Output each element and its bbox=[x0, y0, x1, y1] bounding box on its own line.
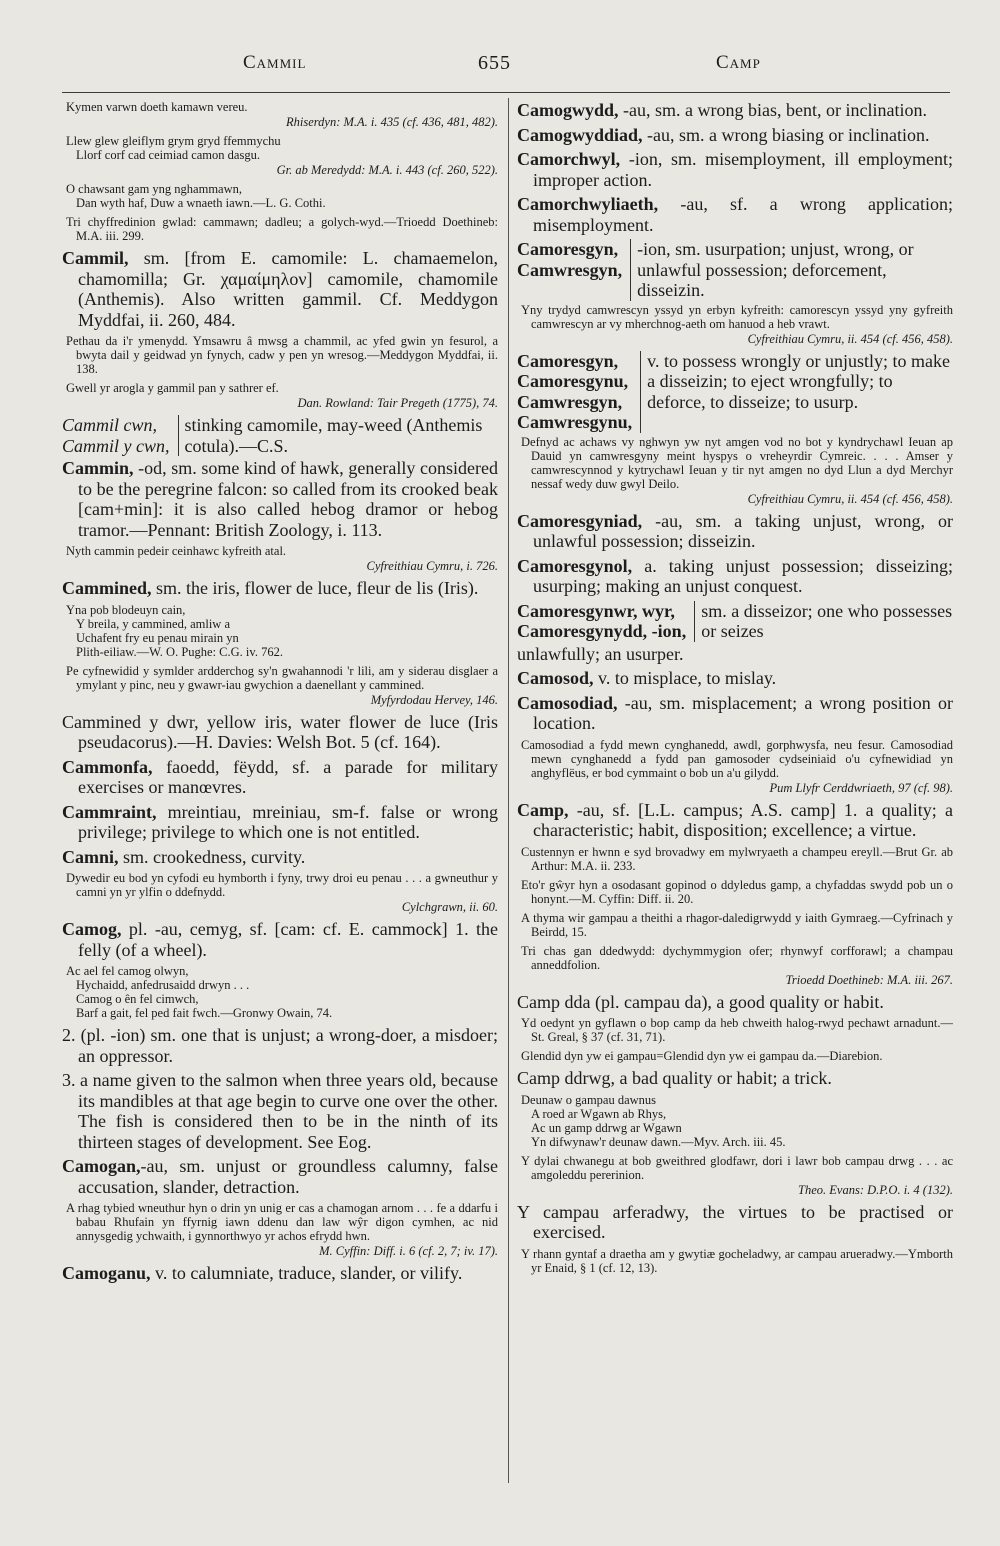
dictionary-entry bbox=[517, 644, 953, 665]
headword: Camni, bbox=[62, 846, 119, 867]
quotation: Yny trydyd camwrescyn yssyd yn erbyn kyfreith: camorescyn yssyd yny gyfreith camwrescyn ar vy mherchnog-aeth om hanuod a heb vrawt. bbox=[521, 302, 953, 331]
definition: Cammined y dwr, yellow iris, water flower de luce (Iris pseudacorus).—H. Davies: Welsh Bot. 5 (cf. 164). bbox=[62, 711, 498, 752]
quotation: Custennyn er hwnn e syd brovadwy em mylwryaeth a champeu ereyll.—Brut Gr. ab Arthur: M.A. ii. 233. bbox=[521, 844, 953, 873]
headword: Camoresgynol, bbox=[517, 555, 633, 576]
headword: Cammined, bbox=[62, 578, 152, 598]
definition: faoedd, fëydd, sf. a parade for military exercises or manœvres. bbox=[78, 756, 498, 797]
headword-group: Camoresgyn, Camwresgyn, bbox=[517, 239, 631, 301]
quotation: Glendid dyn yw ei gampau=Glendid dyn yw ei gampau da.—Diarebion. bbox=[521, 1049, 883, 1063]
definition: -au, sm. misplacement; a wrong position or location. bbox=[533, 692, 953, 733]
definition: Camp dda (pl. campau da), a good quality or habit. bbox=[517, 991, 884, 1012]
dictionary-entry bbox=[517, 511, 953, 552]
citation: M. Cyffin: Diff. i. 6 (cf. 2, 7; iv. 17). bbox=[319, 1244, 498, 1258]
dictionary-entry bbox=[517, 125, 953, 146]
definition: -au, sm. a wrong biasing or inclination. bbox=[642, 124, 930, 145]
running-head-right: Camp bbox=[716, 52, 761, 73]
dictionary-entry bbox=[62, 1025, 498, 1066]
quotation: Llew glew gleiflym grym gryd ffemmychu Llorf corf cad ceimiad camon dasgu. bbox=[66, 134, 281, 162]
dictionary-entry bbox=[517, 668, 953, 689]
dictionary-entry bbox=[517, 1068, 953, 1089]
quotation: Kymen varwn doeth kamawn vereu. bbox=[66, 100, 248, 114]
definition: stinking camomile, may-weed (Anthemis cotula).—C.S. bbox=[184, 415, 483, 456]
definition: unlawfully; an usurper. bbox=[517, 643, 684, 664]
citation: Gr. ab Meredydd: M.A. i. 443 (cf. 260, 522). bbox=[276, 163, 498, 177]
dictionary-entry bbox=[62, 919, 498, 960]
definition: -au, sf. [L.L. campus; A.S. camp] 1. a quality; a characteristic; habit, disposition; excellence; a virtue. bbox=[533, 799, 953, 840]
quotation: Gwell yr arogla y gammil pan y sathrer ef. bbox=[66, 381, 279, 395]
dictionary-entry bbox=[517, 800, 953, 841]
citation: Cylchgrawn, ii. 60. bbox=[401, 900, 498, 914]
citation: Trioedd Doethineb: M.A. iii. 267. bbox=[785, 972, 953, 987]
citation: Dan. Rowland: Tair Pregeth (1775), 74. bbox=[297, 396, 498, 410]
citation: Cyfreithiau Cymru, ii. 454 (cf. 456, 458). bbox=[747, 331, 953, 346]
dictionary-entry bbox=[62, 1263, 498, 1284]
definition: v. to calumniate, traduce, slander, or vilify. bbox=[150, 1263, 463, 1283]
definition: -au, sm. a taking unjust, wrong, or unlawful possession; disseizin. bbox=[533, 510, 953, 551]
definition: mreintiau, mreiniau, sm-f. false or wrong privilege; privilege to which one is not entitled. bbox=[78, 801, 498, 842]
page-number: 655 bbox=[478, 52, 511, 74]
quotation: Y rhann gyntaf a draetha am y gwytiæ gocheladwy, ar campau arueradwy.—Ymborth yr Enaid, § 1 (cf. 12, 13). bbox=[521, 1246, 953, 1275]
dictionary-entry bbox=[62, 248, 498, 330]
bracketed-entry bbox=[62, 415, 498, 456]
definition: Camp ddrwg, a bad quality or habit; a trick. bbox=[517, 1068, 832, 1088]
dictionary-entry bbox=[62, 1156, 498, 1197]
definition: sm. [from E. camomile: L. chamaemelon, chamomilla; Gr. χαμαίμηλον] camomile, chamomile (Anthemis). Also written gammil. Cf. Meddygon Myddfai, ii. 260, 484. bbox=[78, 248, 498, 330]
definition: -ion, sm. usurpation; unjust, wrong, or unlawful possession; deforcement, disseizin. bbox=[637, 239, 914, 300]
headword: Camp, bbox=[517, 799, 569, 820]
headword: Camogwyddiad, bbox=[517, 124, 643, 145]
quotation: Ac ael fel camog olwyn, Hychaidd, anfedrusaidd drwyn . . . Camog o ên fel cimwch, Barf a gait, fel ped fait fwch.—Gronwy Owain, 74. bbox=[66, 964, 333, 1020]
definition: -au, sm. unjust or groundless calumny, false accusation, slander, detraction. bbox=[78, 1156, 498, 1197]
citation: Theo. Evans: D.P.O. i. 4 (132). bbox=[798, 1182, 953, 1197]
definition: -od, sm. some kind of hawk, generally considered to be the peregrine falcon: so called from its crooked beak [cam+min]: it is also called hebog dramor or hebog tramor.—Pennant: British Zoology, i. 113. bbox=[78, 458, 498, 540]
quotation: Camosodiad a fydd mewn cynghanedd, awdl, gorphwysfa, neu fesur. Camosodiad mewn cynghanedd a fydd pan gamosoder cydseiniaid o'u cyfnewidiad yn anghyflëus, er bod cymmaint o bob un a'u gilydd. bbox=[521, 737, 953, 780]
definition: pl. -au, cemyg, sf. [cam: cf. E. cammock] 1. the felly (of a wheel). bbox=[78, 919, 498, 960]
column-divider bbox=[508, 98, 509, 1483]
dictionary-entry bbox=[62, 757, 498, 798]
running-head-left: Cammil bbox=[243, 52, 307, 73]
bracketed-entry bbox=[517, 601, 953, 642]
dictionary-entry bbox=[517, 194, 953, 235]
quotation: Pethau da i'r ymenydd. Ymsawru â mwsg a chammil, ac yfed gwin yn fesurol, a bwyta dail y geidwad yn fynych, cadw y pen yn wresog.—Meddygon Myddfai, ii. 138. bbox=[66, 334, 498, 376]
definition: a. taking unjust possession; disseizing; usurping; making an unjust conquest. bbox=[533, 555, 953, 596]
dictionary-entry bbox=[62, 458, 498, 540]
dictionary-entry bbox=[517, 693, 953, 734]
dictionary-entry bbox=[517, 992, 953, 1013]
headword-group: Camoresgyn, Camoresgynu, Camwresgyn, Camwresgynu, bbox=[517, 351, 641, 433]
headword: Cammraint, bbox=[62, 801, 157, 822]
quotation: Nyth cammin pedeir ceinhawc kyfreith atal. bbox=[66, 544, 287, 558]
dictionary-entry bbox=[517, 149, 953, 190]
headword-group: Camoresgynwr, wyr, Camoresgynydd, -ion, bbox=[517, 601, 695, 642]
quotation: Y dylai chwanegu at bob gweithred glodfawr, dori i lawr bob campau drwg . . . ac amgoleddu pererinion. bbox=[521, 1153, 953, 1182]
definition: 3. a name given to the salmon when three years old, because its mandibles at that age begin to curve one over the other. The fish is considered then to be in the ninth of its thirteen stages of development. See Eog. bbox=[62, 1070, 498, 1152]
definition: sm. a disseizor; one who possesses or seizes bbox=[701, 600, 953, 641]
quotation: Eto'r gŵyr hyn a osodasant gopinod o ddyledus gamp, a chyfaddas swydd pob un o honynt.—M. Cyffin: Diff. ii. 20. bbox=[521, 877, 953, 906]
headword: Camogan, bbox=[62, 1156, 141, 1176]
quotation: Deunaw o gampau dawnus A roed ar Wgawn ab Rhys, Ac un gamp ddrwg ar Wgawn Yn difwynaw'r deunaw dawn.—Myv. Arch. iii. 45. bbox=[521, 1092, 786, 1149]
dictionary-entry bbox=[62, 578, 498, 599]
citation: Cyfreithiau Cymru, i. 726. bbox=[366, 559, 498, 573]
bracketed-entry bbox=[517, 351, 953, 433]
citation: Myfyrdodau Hervey, 146. bbox=[370, 692, 498, 707]
headword: Cammonfa, bbox=[62, 756, 153, 777]
definition: v. to misplace, to mislay. bbox=[593, 668, 777, 688]
definition: -au, sf. a wrong application; misemployment. bbox=[533, 194, 953, 235]
citation: Cyfreithiau Cymru, ii. 454 (cf. 456, 458). bbox=[747, 491, 953, 506]
bracketed-entry bbox=[517, 239, 953, 301]
definition: v. to possess wrongly or unjustly; to make a disseizin; to eject wrongfully; to deforce, to disseize; to usurp. bbox=[647, 350, 950, 412]
quotation: Tri chyffredinion gwlad: cammawn; dadleu; a golych-wyd.—Trioedd Doethineb: M.A. iii. 299. bbox=[66, 215, 498, 243]
dictionary-entry bbox=[62, 1070, 498, 1152]
definition: 2. (pl. -ion) sm. one that is unjust; a wrong-doer, a misdoer; an oppressor. bbox=[62, 1025, 498, 1066]
quotation: Tri chas gan ddedwydd: dychymmygion ofer; rhynwyf corfforawl; a champau anneddfolion. bbox=[521, 943, 953, 972]
quotation: Defnyd ac achaws vy nghwyn yw nyt amgen vod no bot y kyndrychawl Ieuan ap Dauid yn camwresgyny meint hyspys o vreheyrdir Cymreic. . . . Amser y camwrescynnod y kytrychawl Ieuan y tir nyt amgen no dyd Llun a dyd Merchyr nessaf wedy duw gwyl Deilo. bbox=[521, 434, 953, 491]
header-rule bbox=[62, 92, 950, 93]
definition: sm. the iris, flower de luce, fleur de lis (Iris). bbox=[151, 578, 479, 598]
definition: -au, sm. a wrong bias, bent, or inclination. bbox=[618, 100, 927, 120]
definition: sm. crookedness, curvity. bbox=[118, 846, 306, 867]
dictionary-entry bbox=[517, 556, 953, 597]
headword: Camoresgyniad, bbox=[517, 510, 643, 531]
quotation: A thyma wir gampau a theithi a rhagor-daledigrwydd y iaith Gymraeg.—Cyfrinach y Beirdd, 15. bbox=[521, 910, 953, 939]
headword: Camorchwyliaeth, bbox=[517, 194, 659, 214]
headword: Camorchwyl, bbox=[517, 149, 621, 169]
headword: Cammil, bbox=[62, 248, 129, 268]
headword-group: Cammil cwn, Cammil y cwn, bbox=[62, 415, 179, 456]
headword: Camogwydd, bbox=[517, 100, 619, 120]
quotation: Pe cyfnewidid y symlder ardderchog sy'n gwahannodi 'r lili, am y siderau disglaer a ymylant y pinc, neu y gwawr-iau gwychion a daenellant y cammined. bbox=[66, 663, 498, 692]
dictionary-entry bbox=[517, 1202, 953, 1243]
headword: Cammin, bbox=[62, 458, 134, 478]
right-column bbox=[517, 100, 953, 1280]
dictionary-entry bbox=[517, 100, 953, 121]
headword: Camosodiad, bbox=[517, 692, 618, 713]
definition: -ion, sm. misemployment, ill employment; improper action. bbox=[533, 149, 953, 190]
dictionary-entry bbox=[62, 712, 498, 753]
headword: Camosod, bbox=[517, 668, 594, 688]
quotation: Dywedir eu bod yn cyfodi eu hymborth i fyny, trwy droi eu penau . . . a gwneuthur y camni yn yr ylfin o ddefnydd. bbox=[66, 871, 498, 899]
quotation: A rhag tybied wneuthur hyn o drin yn unig er cas a chamogan arnom . . . fe a ddarfu i babau Rhufain yn ffyrnig iawn ddenu dan law wŷr digon cymhen, ac nid annysgedig ychwaith, i gynnorthwyo yr achos efrydd hwn. bbox=[66, 1201, 498, 1243]
headword: Camoganu, bbox=[62, 1263, 151, 1283]
left-column bbox=[62, 100, 498, 1288]
dictionary-entry bbox=[62, 847, 498, 868]
quotation: O chawsant gam yng nghammawn, Dan wyth haf, Duw a wnaeth iawn.—L. G. Cothi. bbox=[66, 182, 326, 210]
citation: Pum Llyfr Cerddwriaeth, 97 (cf. 98). bbox=[769, 780, 953, 795]
quotation: Yd oedynt yn gyflawn o bop camp da heb chweith halog-rwyd pechawt arnadunt.—St. Greal, § 37 (cf. 31, 71). bbox=[521, 1016, 953, 1044]
quotation: Yna pob blodeuyn cain, Y breila, y cammined, amliw a Uchafent fry eu penau mirain yn Plith-eiliaw.—W. O. Pughe: C.G. iv. 762. bbox=[66, 602, 283, 659]
dictionary-entry bbox=[62, 802, 498, 843]
citation: Rhiserdyn: M.A. i. 435 (cf. 436, 481, 482). bbox=[286, 115, 498, 129]
definition: Y campau arferadwy, the virtues to be practised or exercised. bbox=[517, 1201, 953, 1242]
headword: Camog, bbox=[62, 919, 122, 939]
